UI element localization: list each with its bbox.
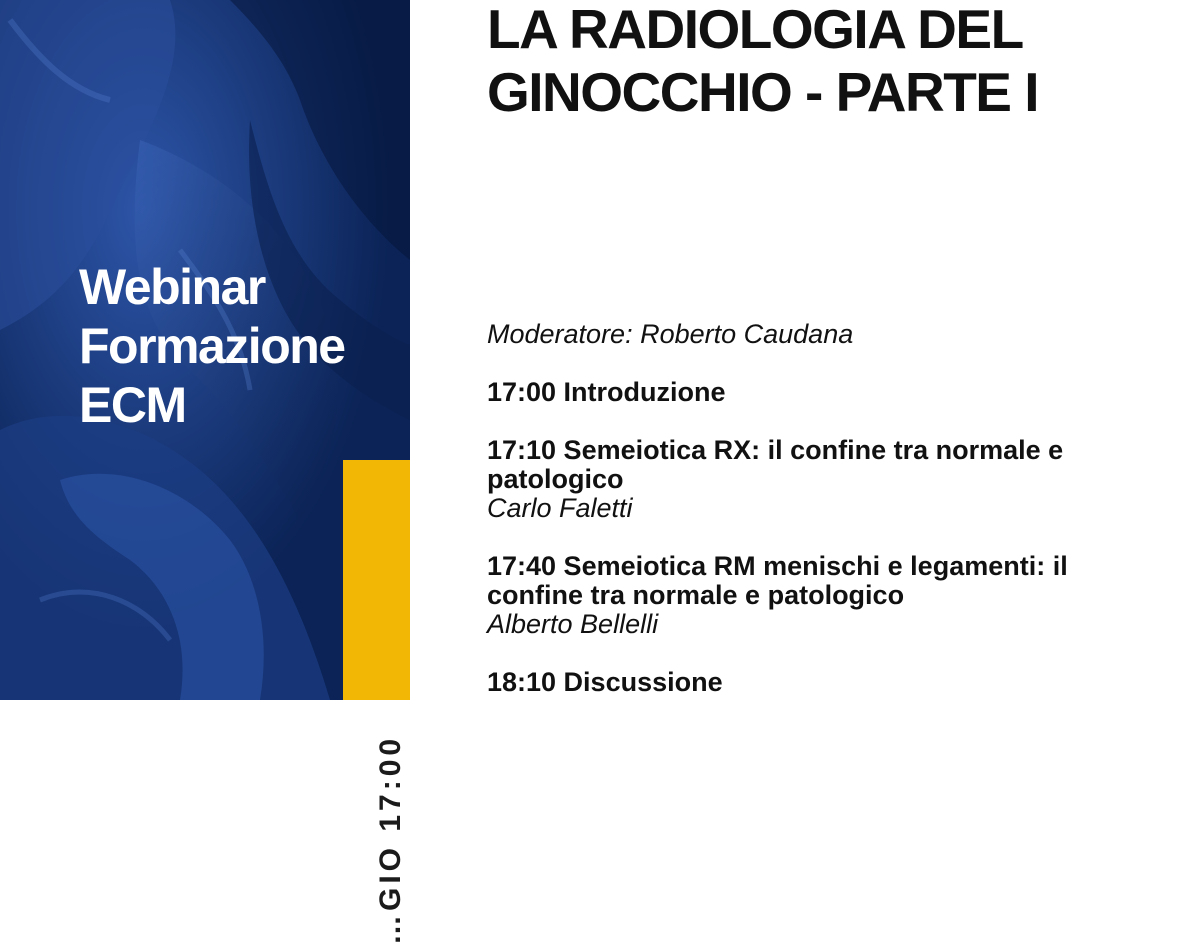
moderator: Moderatore: Roberto Caudana xyxy=(487,319,854,349)
event-title-line: LA RADIOLOGIA DEL xyxy=(487,0,1023,60)
program-item xyxy=(487,552,1097,639)
webinar-heading-line: Webinar xyxy=(79,259,265,315)
program-item-title: 17:40 Semeiotica RM menischi e legamenti: il confine tra normale e patologico xyxy=(487,551,1068,610)
event-date: …GIO 17:00 xyxy=(374,734,407,945)
event-title-line: GINOCCHIO - PARTE I xyxy=(487,61,1039,123)
right-panel xyxy=(487,0,1187,700)
webinar-heading-line: ECM xyxy=(79,377,186,433)
date-strip xyxy=(343,460,410,945)
program-item xyxy=(487,668,1097,697)
program-item xyxy=(487,378,1097,407)
left-panel xyxy=(0,0,410,945)
webinar-heading xyxy=(79,258,399,435)
program-item-speaker: Alberto Bellelli xyxy=(487,609,659,639)
program-item-speaker: Carlo Faletti xyxy=(487,493,633,523)
program-list xyxy=(487,320,1097,726)
program-item-title: 17:00 Introduzione xyxy=(487,377,726,407)
event-title xyxy=(487,0,1038,124)
program-item-title: 18:10 Discussione xyxy=(487,667,723,697)
program-item xyxy=(487,436,1097,523)
webinar-heading-line: Formazione xyxy=(79,318,345,374)
program-item-title: 17:10 Semeiotica RX: il confine tra normale e patologico xyxy=(487,435,1064,494)
